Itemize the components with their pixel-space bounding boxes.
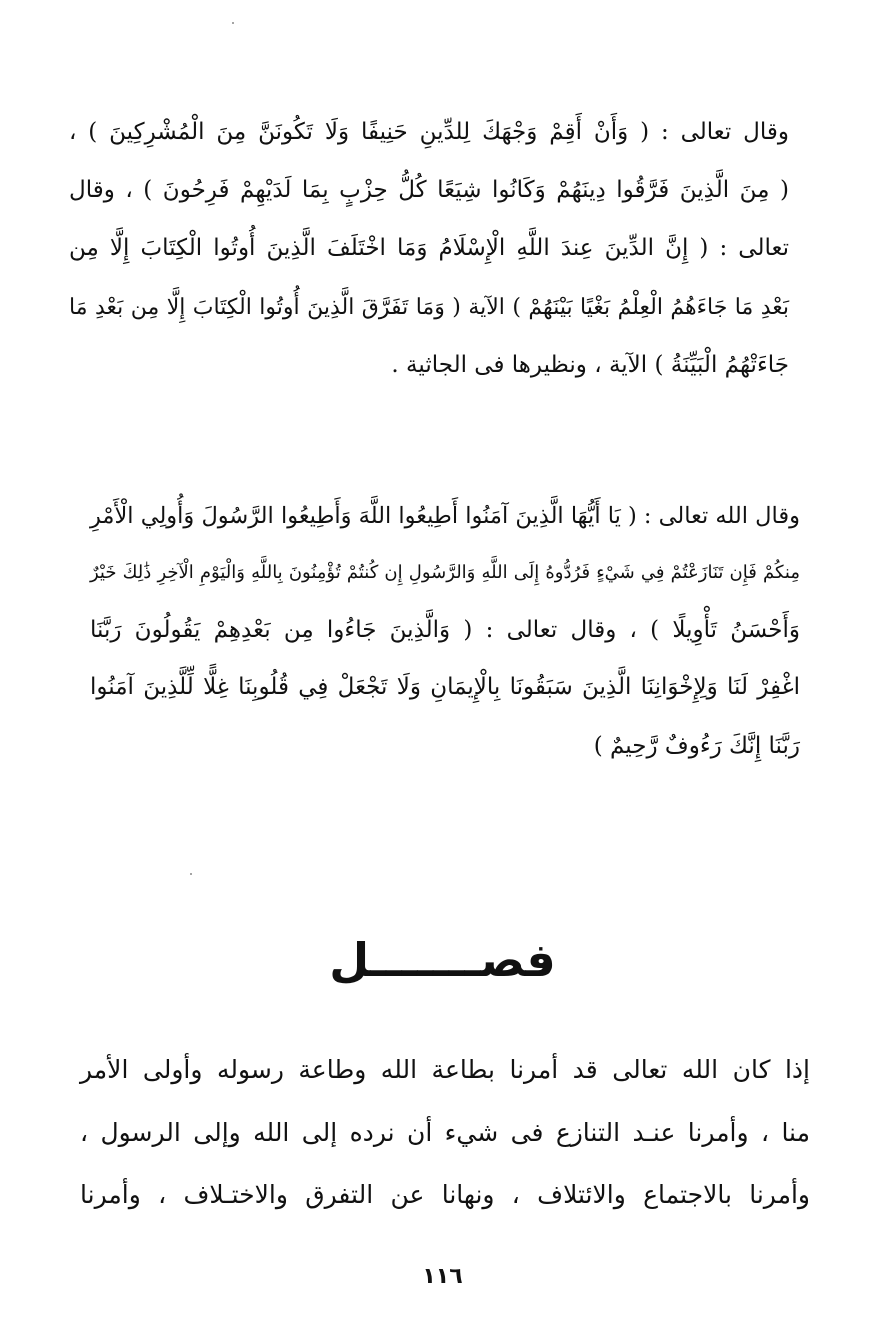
- page-number: ١١٦: [422, 1264, 463, 1289]
- text-line: رَبَّنَا إِنَّكَ رَءُوفٌ رَّحِيمٌ ): [593, 733, 800, 759]
- scan-speck: [232, 22, 234, 24]
- text-line: اغْفِرْ لَنَا وَلِإِخْوَانِنَا الَّذِينَ سَبَقُونَا بِالْإِيمَانِ وَلَا تَجْعَلْ فِي قُلُوبِنَا غِلًّا لِّلَّذِينَ آمَنُوا: [90, 674, 800, 700]
- text-line: ( مِنَ الَّذِينَ فَرَّقُوا دِينَهُمْ وَكَانُوا شِيَعًا كُلُّ حِزْبٍ بِمَا لَدَيْهِمْ فَرِحُونَ ) ، وقال: [69, 177, 789, 203]
- section-heading: فصـــــــل: [329, 933, 556, 987]
- text-line: وَأَحْسَنُ تَأْوِيلًا ) ، وقال تعالى : ( وَالَّذِينَ جَاءُوا مِن بَعْدِهِمْ يَقُولُونَ رَبَّنَا: [90, 617, 800, 643]
- text-line: تعالى : ( إِنَّ الدِّينَ عِندَ اللَّهِ الْإِسْلَامُ وَمَا اخْتَلَفَ الَّذِينَ أُوتُوا الْكِتَابَ إِلَّا مِن: [69, 235, 789, 261]
- text-line: إذا كان الله تعالى قد أمرنا بطاعة الله وطاعة رسوله وأولى الأمر: [80, 1055, 810, 1084]
- text-line: مِنكُمْ فَإِن تَنَازَعْتُمْ فِي شَيْءٍ فَرُدُّوهُ إِلَى اللَّهِ وَالرَّسُولِ إِن كُنتُمْ تُؤْمِنُونَ بِاللَّهِ وَالْيَوْمِ الْآخِرِ ذَٰلِكَ خَيْرٌ: [90, 562, 800, 583]
- text-line: وقال الله تعالى : ( يَا أَيُّهَا الَّذِينَ آمَنُوا أَطِيعُوا اللَّهَ وَأَطِيعُوا الرَّسُولَ وَأُولِي الْأَمْرِ: [90, 503, 800, 529]
- text-line: بَعْدِ مَا جَاءَهُمُ الْعِلْمُ بَغْيًا بَيْنَهُمْ ) الآية ( وَمَا تَفَرَّقَ الَّذِينَ أُوتُوا الْكِتَابَ إِلَّا مِن بَعْدِ مَا: [69, 295, 789, 320]
- text-line: وقال تعالى : ( وَأَنْ أَقِمْ وَجْهَكَ لِلدِّينِ حَنِيفًا وَلَا تَكُونَنَّ مِنَ الْمُشْرِكِينَ ) ،: [69, 119, 789, 145]
- text-line: وأمرنا بالاجتماع والائتلاف ، ونهانا عن التفرق والاختـلاف ، وأمرنا: [80, 1180, 810, 1209]
- text-line: جَاءَتْهُمُ الْبَيِّنَةُ ) الآية ، ونظيرها فى الجاثية .: [391, 352, 789, 378]
- scan-speck: [190, 873, 192, 875]
- text-line: منا ، وأمرنا عنـد التنازع فى شيء أن نرده إلى الله وإلى الرسول ،: [80, 1118, 810, 1147]
